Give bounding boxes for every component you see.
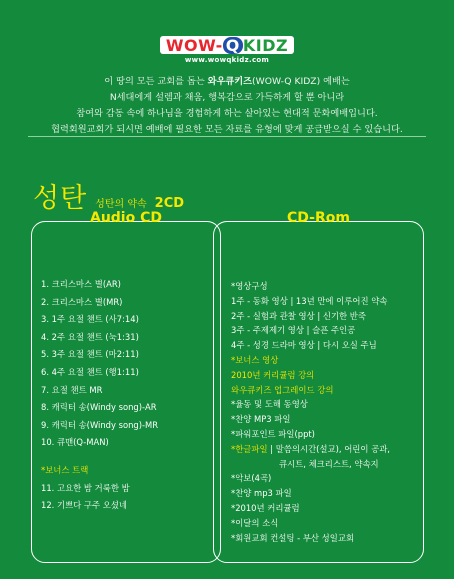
hangul-file-detail: | 말씀의시간(설교), 어린이 공과, [267, 443, 390, 454]
list-item [231, 443, 421, 458]
intro-line-1c: (WOW-Q KIDZ) 예배는 [252, 76, 350, 87]
list-item: *악보(4곡) [231, 473, 272, 484]
list-item: 6. 4주 요절 챈트 (행1:11) [41, 366, 139, 377]
audio-track-list [41, 278, 216, 517]
list-item: 10. 큐맨(Q-MAN) [41, 437, 109, 448]
hangul-file-label: *한글파일 [231, 443, 268, 454]
list-item: *율동 및 도해 동영상 [231, 399, 308, 410]
list-item: 8. 캐릭터 송(Windy song)-AR [41, 402, 157, 413]
list-item: *파워포인트 파일(ppt) [231, 428, 315, 439]
list-item: *찬양 mp3 파일 [231, 488, 292, 499]
list-item: 1주 - 동화 영상 | 13년 만에 이루어진 약속 [231, 295, 388, 306]
list-item: 5. 3주 요절 챈트 (마2:11) [41, 349, 139, 360]
heading-subtitle: 성탄의 약속 [95, 199, 147, 210]
intro-line-4: 협력회원교회가 되시면 예배에 필요한 모든 자료를 유형에 맞게 공급받으실 수 있습니다. [51, 124, 403, 135]
divider [28, 136, 426, 137]
list-item: *보너스 영상 [231, 354, 279, 365]
list-item: 3. 1주 요절 챈트 (사7:14) [41, 314, 139, 325]
list-item: 큐시트, 체크리스트, 약속지 [279, 458, 379, 469]
intro-brand: 와우큐키즈 [207, 76, 253, 87]
list-item: 2. 크리스마스 별(MR) [41, 296, 123, 307]
list-item: *영상구성 [231, 281, 268, 291]
logo-url: www.wowqkidz.com [184, 56, 270, 64]
logo-q: Q [223, 37, 243, 54]
list-item: 7. 요절 챈트 MR [41, 384, 103, 395]
list-item: 2주 - 실험과 관찰 영상 | 신기한 반죽 [231, 310, 366, 321]
list-item: 12. 기쁘다 구주 오셨네 [41, 500, 128, 511]
list-item: 9. 캐릭터 송(Windy song)-MR [41, 419, 159, 430]
list-item: 11. 고요한 밤 거룩한 밤 [41, 482, 130, 493]
list-item: 2010년 커리큘럼 강의 [231, 369, 315, 380]
logo-wow: WOW- [165, 36, 223, 55]
list-spacer [41, 454, 216, 464]
list-item: 1. 크리스마스 별(AR) [41, 279, 121, 289]
audio-cd-title: Audio CD [89, 210, 162, 226]
logo-wordmark [160, 36, 294, 54]
list-item: 4주 - 성경 드라마 영상 | 다시 오실 주님 [231, 340, 377, 351]
logo-kidz: KIDZ [242, 36, 289, 55]
cd-rom-content-list [231, 280, 421, 546]
cd-rom-title: CD-Rom [287, 210, 350, 226]
list-item: *이달의 소식 [231, 517, 279, 528]
intro-line-2: N세대에게 설렘과 채움, 행복감으로 가득하게 할 뿐 아니라 [109, 92, 345, 103]
list-item: *찬양 MP3 파일 [231, 414, 291, 425]
heading-title: 성탄 [33, 183, 88, 214]
list-item: *회원교회 컨설팅 - 부산 성일교회 [231, 532, 355, 543]
bonus-track-label: *보너스 트랙 [41, 464, 89, 475]
list-item: 3주 - 주제제기 영상 | 슬픈 주인공 [231, 325, 356, 336]
list-item: 4. 2주 요절 챈트 (눅1:31) [41, 331, 139, 342]
intro-line-3: 참여와 감동 속에 하나님을 경험하게 하는 살아있는 현대적 문화예배입니다. [76, 108, 378, 119]
list-item: *2010년 커리큘럼 [231, 502, 300, 513]
heading-cd-count: 2CD [154, 196, 185, 211]
brand-logo [154, 36, 300, 64]
intro-text [0, 74, 454, 138]
cd-rom-panel [213, 210, 424, 563]
intro-line-1a: 이 땅의 모든 교회를 돕는 [104, 76, 208, 87]
intro-line-1 [0, 74, 454, 90]
list-item: 와우큐키즈 업그레이드 강의 [231, 384, 334, 395]
audio-cd-panel [31, 210, 221, 563]
